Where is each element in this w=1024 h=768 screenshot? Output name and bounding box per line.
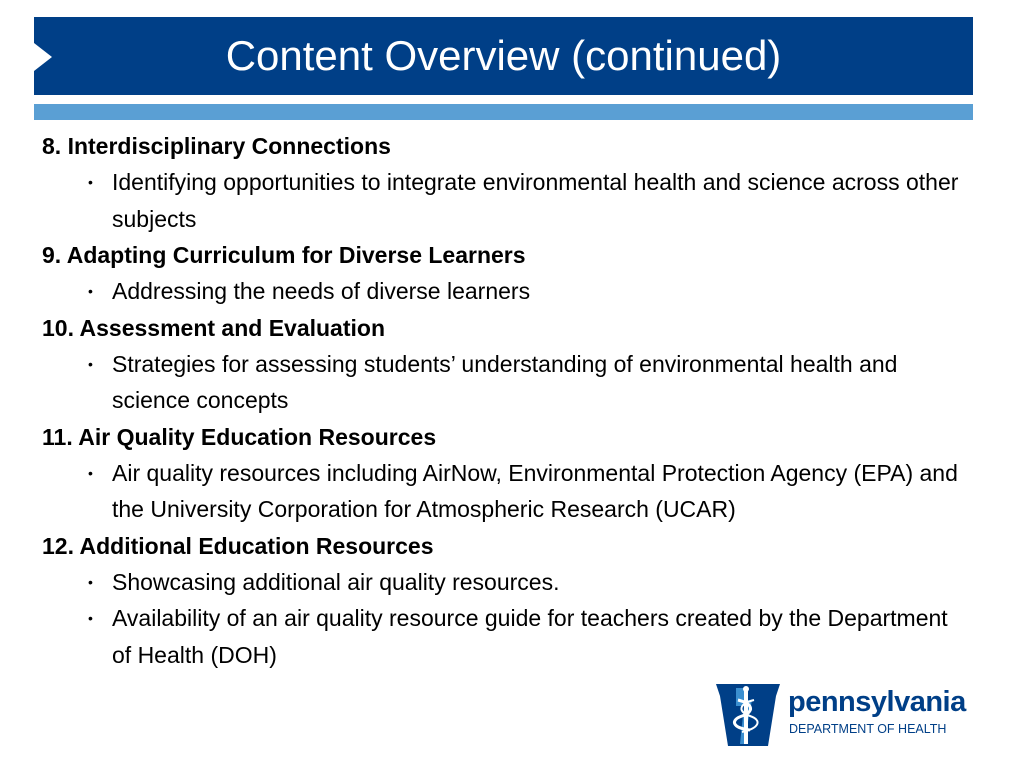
bullet-list [42, 164, 972, 237]
bullet-text: Availability of an air quality resource guide for teachers created by the Department of Health (DOH) [112, 605, 948, 668]
title-bar [34, 17, 973, 95]
bullet-icon: • [88, 355, 93, 372]
content-list [42, 128, 972, 673]
bullet-list [42, 273, 972, 310]
bullet-text: Air quality resources including AirNow, Environmental Protection Agency (EPA) and the University Corporation for Atmospheric Research (UCAR) [112, 459, 958, 522]
bullet-list [42, 455, 972, 528]
slide-title: Content Overview (continued) [225, 32, 782, 79]
bullet-text: Addressing the needs of diverse learners [112, 278, 531, 304]
logo-department: DEPARTMENT OF HEALTH [789, 722, 947, 736]
section-adapting-curriculum [42, 237, 972, 310]
section-additional-resources [42, 528, 972, 674]
bullet-item [42, 164, 972, 237]
bullet-icon: • [88, 174, 93, 190]
accent-divider [34, 104, 973, 120]
bullet-icon: • [88, 283, 93, 299]
bullet-item [42, 346, 972, 419]
section-heading: 11. Air Quality Education Resources [42, 423, 437, 450]
section-interdisciplinary-connections [42, 128, 972, 237]
bullet-text: Identifying opportunities to integrate environmental health and science across other subjects [112, 169, 959, 232]
bullet-item [42, 455, 972, 528]
bullet-icon: • [88, 464, 93, 481]
bullet-icon: • [88, 573, 93, 590]
section-air-quality-resources [42, 419, 972, 528]
bullet-item [42, 600, 972, 673]
section-heading: 10. Assessment and Evaluation [42, 314, 386, 341]
section-heading: 8. Interdisciplinary Connections [42, 133, 391, 159]
section-heading: 9. Adapting Curriculum for Diverse Learners [42, 242, 526, 268]
bullet-list [42, 346, 972, 419]
logo-wordmark: pennsylvania [788, 686, 966, 718]
bullet-item [42, 564, 972, 601]
bullet-icon: • [88, 610, 93, 626]
bullet-text: Strategies for assessing students’ understanding of environmental health and science concepts [112, 350, 898, 413]
bullet-item [42, 273, 972, 310]
section-heading: 12. Additional Education Resources [42, 532, 434, 559]
bullet-text: Showcasing additional air quality resources. [112, 568, 560, 595]
pa-department-of-health-logo [714, 682, 974, 748]
bullet-list [42, 564, 972, 674]
section-assessment-evaluation [42, 310, 972, 419]
keystone-caduceus-icon [714, 682, 782, 748]
